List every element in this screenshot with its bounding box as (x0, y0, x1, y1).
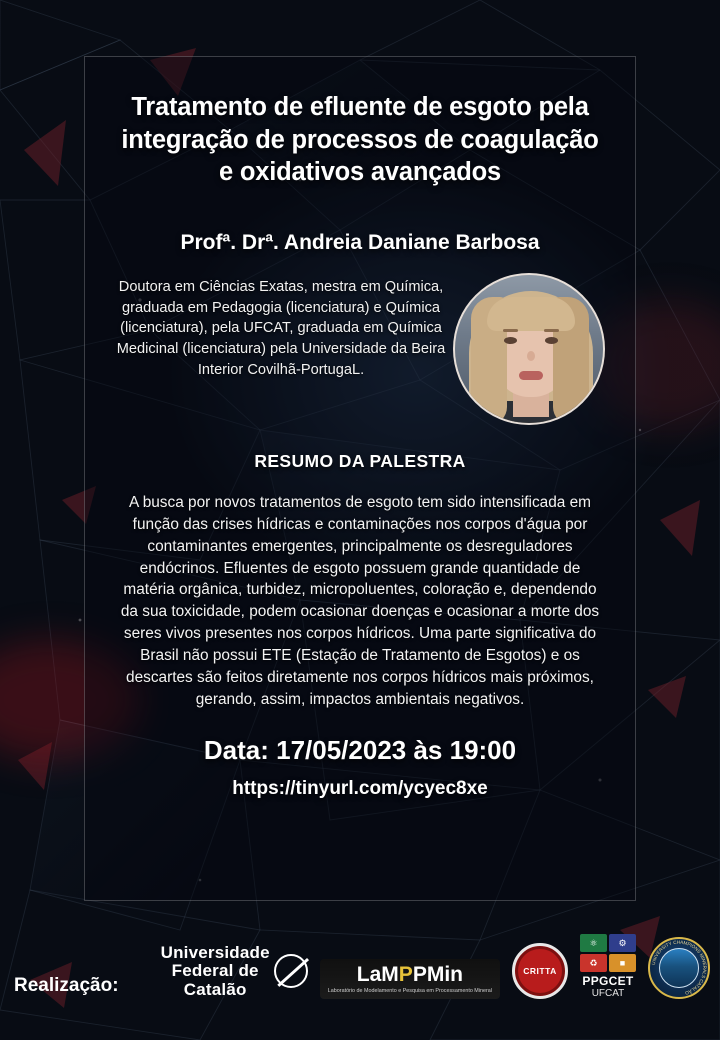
logo-critta (512, 943, 568, 999)
logo-strip (127, 934, 710, 1005)
seal-ring-text-icon (650, 939, 708, 997)
realization-label: Realização: (14, 974, 119, 996)
content-frame (84, 56, 636, 901)
page-title: Tratamento de efluente de esgoto pela integração de processos de coagulação e oxidativos avançados (121, 93, 599, 187)
no-entry-mark-icon (274, 954, 308, 988)
logo-ufcat (161, 944, 308, 999)
ppgcet-cell-gear-icon: ⚙ (609, 934, 636, 952)
speaker-photo (453, 273, 605, 425)
lampmin-subtitle: Laboratório de Modelamento e Pesquisa em Processamento Mineral (327, 988, 492, 995)
ppgcet-icon-grid (580, 934, 636, 972)
logo-university-seal (648, 937, 710, 999)
critta-text: CRITTA (523, 966, 557, 976)
lampmin-part1: LaM (356, 963, 399, 987)
ppgcet-label: PPGCET (582, 974, 634, 988)
speaker-bio: Doutora em Ciências Exatas, mestra em Química, graduada em Pedagogia (licenciatura) e Química (licenciatura), pela UFCAT, graduada em Química Medicinal (licenciatura) pela Universidade da Beira Interior Covilhã-PortugaL. (116, 278, 446, 378)
footer-bar (0, 905, 720, 1040)
abstract-text: A busca por novos tratamentos de esgoto tem sido intensificada em função das crises hídricas e contaminações nos corpos d'água por contaminantes emergentes, principalmente os desreguladores endócrinos. Efluentes de esgoto possuem grande quantidade de matéria orgânica, turbidez, micropoluentes, coloração e, dependendo da sua toxicidade, podem ocasionar doenças e ocasionar a morte dos seres vivos presentes nos corpos hídricos. Uma parte significativa do Brasil não possui ETE (Estação de Tratamento de Esgotos) e os descartes são feitos diretamente nos corpos hídricos mais próximos, gerando, assim, impactos ambientais negativos. (120, 493, 600, 708)
ufcat-line3: Catalão (183, 979, 247, 999)
lampmin-part3: PMin (412, 963, 463, 987)
ppgcet-cell-atom-icon: ⚛ (580, 934, 607, 952)
svg-text:UNIVERSITY CHAMPIONS MINERALS (651, 940, 708, 996)
ufcat-line2: Federal de (171, 961, 259, 981)
speaker-bio-row (115, 273, 605, 425)
logo-lampmin (320, 959, 500, 999)
logo-ppgcet (580, 934, 636, 999)
ppgcet-sub: UFCAT (591, 988, 625, 999)
abstract-heading: RESUMO DA PALESTRA (254, 450, 466, 471)
ufcat-line1: Universidade (160, 942, 270, 962)
event-date: Data: 17/05/2023 às 19:00 (203, 734, 517, 765)
speaker-name: Profª. Drª. Andreia Daniane Barbosa (180, 230, 540, 254)
lampmin-part2: P (398, 963, 413, 987)
seal-ring-text: UNIVERSITY CHAMPIONS MINERALS CATALÃO (650, 939, 708, 996)
ppgcet-cell-flask-icon: ♻ (580, 954, 607, 972)
registration-link[interactable]: https://tinyurl.com/ycyec8xe (232, 777, 488, 799)
ppgcet-cell-book-icon: ■ (609, 954, 636, 972)
